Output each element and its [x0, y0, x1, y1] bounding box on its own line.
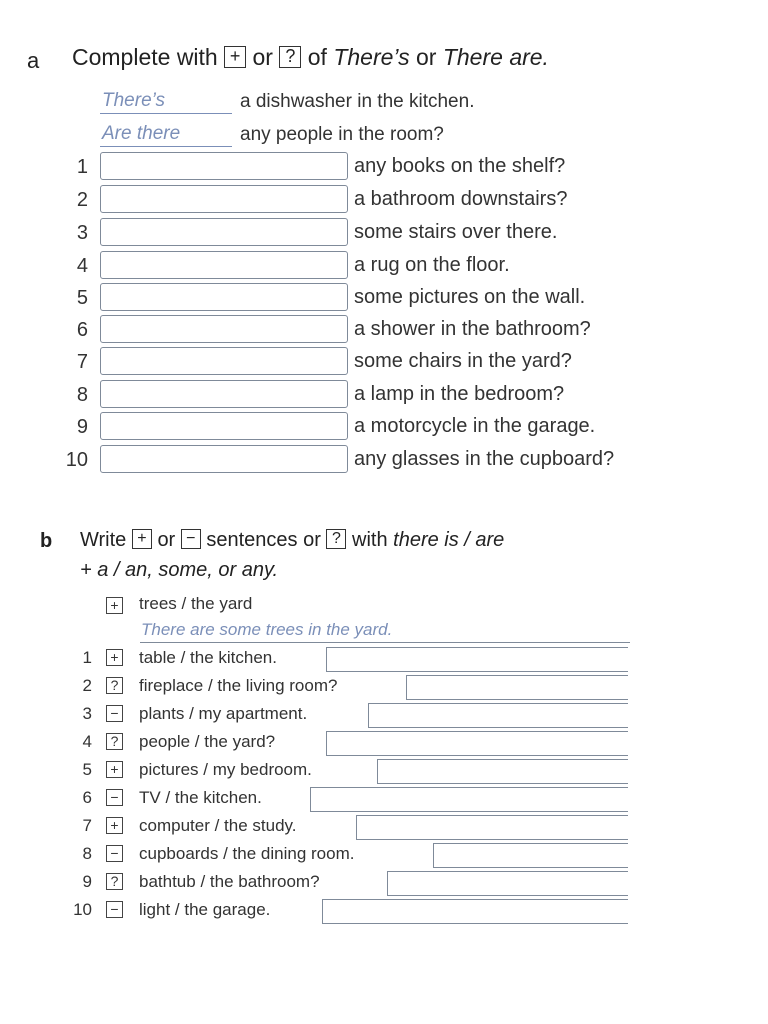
heading-text: Complete with	[72, 44, 218, 70]
answer-input[interactable]	[100, 380, 348, 408]
item-text: some stairs over there.	[354, 221, 558, 243]
example-prompt: trees / the yard	[139, 594, 253, 613]
exercise-letter: a	[27, 48, 40, 73]
list-item	[0, 315, 768, 345]
item-text: a motorcycle in the garage.	[354, 415, 596, 437]
answer-input[interactable]	[100, 347, 348, 375]
list-item	[0, 347, 768, 377]
plus-icon: +	[106, 597, 123, 614]
question-icon: ?	[106, 677, 123, 694]
example-answer: There’s	[102, 90, 166, 111]
plus-icon: +	[106, 761, 123, 778]
item-text: a lamp in the bedroom?	[354, 383, 565, 405]
item-number: 7	[82, 816, 92, 835]
plus-icon: +	[106, 817, 123, 834]
plus-icon: +	[132, 529, 152, 549]
item-number: 2	[76, 189, 88, 211]
minus-icon: −	[106, 789, 123, 806]
item-prompt: people / the yard?	[139, 732, 276, 751]
list-item	[0, 813, 768, 839]
heading-text: There’s	[333, 44, 410, 70]
answer-input[interactable]	[368, 703, 628, 728]
answer-input[interactable]	[100, 185, 348, 213]
item-text: a bathroom downstairs?	[354, 188, 568, 210]
answer-input[interactable]	[377, 759, 628, 784]
answer-input[interactable]	[387, 871, 628, 896]
exercise-b-instructions-line2: + a / an, some, or any.	[80, 559, 279, 581]
list-item	[0, 673, 768, 699]
item-text: any glasses in the cupboard?	[354, 448, 615, 470]
item-number: 2	[82, 676, 92, 695]
list-item	[0, 729, 768, 755]
example-answer: There are some trees in the yard.	[141, 620, 393, 639]
list-item	[0, 897, 768, 923]
item-number: 9	[76, 416, 88, 438]
list-item	[0, 757, 768, 783]
item-prompt: plants / my apartment.	[139, 704, 308, 723]
item-prompt: light / the garage.	[139, 900, 271, 919]
answer-input[interactable]	[322, 899, 628, 924]
heading-text: or	[252, 44, 273, 70]
plus-icon: +	[224, 46, 246, 68]
list-item	[0, 152, 768, 182]
exercise-letter: b	[40, 530, 53, 552]
question-icon: ?	[279, 46, 301, 68]
item-number: 8	[76, 384, 88, 406]
answer-input[interactable]	[326, 647, 628, 672]
minus-icon: −	[106, 845, 123, 862]
list-item	[0, 218, 768, 248]
answer-input[interactable]	[100, 283, 348, 311]
item-prompt: table / the kitchen.	[139, 648, 277, 667]
answer-input[interactable]	[356, 815, 628, 840]
answer-input[interactable]	[326, 731, 628, 756]
item-number: 1	[82, 648, 92, 667]
minus-icon: −	[106, 901, 123, 918]
list-item	[0, 380, 768, 410]
heading-text: with	[352, 529, 388, 551]
heading-text: there is / are	[393, 529, 505, 551]
heading-text: There are.	[442, 44, 549, 70]
list-item	[0, 445, 768, 475]
list-item	[0, 251, 768, 281]
answer-input[interactable]	[433, 843, 628, 868]
item-prompt: TV / the kitchen.	[139, 788, 262, 807]
list-item	[0, 869, 768, 895]
answer-underline	[100, 113, 232, 114]
item-number: 3	[82, 704, 92, 723]
exercise-a-instructions	[72, 44, 549, 71]
item-number: 8	[82, 844, 92, 863]
item-number: 6	[82, 788, 92, 807]
item-number: 4	[76, 255, 88, 277]
item-number: 1	[76, 156, 88, 178]
item-number: 4	[82, 732, 92, 751]
question-icon: ?	[106, 733, 123, 750]
minus-icon: −	[106, 705, 123, 722]
item-text: a shower in the bathroom?	[354, 318, 591, 340]
answer-underline	[100, 146, 232, 147]
plus-icon: +	[106, 649, 123, 666]
list-item	[0, 841, 768, 867]
list-item	[0, 283, 768, 313]
heading-text: Write	[80, 529, 127, 551]
list-item	[0, 185, 768, 215]
item-number: 6	[76, 319, 88, 341]
item-prompt: computer / the study.	[139, 816, 297, 835]
answer-input[interactable]	[310, 787, 628, 812]
item-number: 3	[76, 222, 88, 244]
item-text: a rug on the floor.	[354, 254, 510, 276]
answer-input[interactable]	[100, 412, 348, 440]
heading-text: or	[157, 529, 176, 551]
question-icon: ?	[106, 873, 123, 890]
item-number: 10	[65, 449, 88, 471]
answer-input[interactable]	[100, 218, 348, 246]
heading-text: of	[307, 44, 327, 70]
heading-text: sentences or	[206, 529, 321, 551]
answer-input[interactable]	[406, 675, 628, 700]
question-icon: ?	[326, 529, 346, 549]
answer-input[interactable]	[100, 251, 348, 279]
exercise-b-instructions	[80, 529, 504, 552]
item-text: any books on the shelf?	[354, 155, 566, 177]
list-item	[0, 785, 768, 811]
item-prompt: bathtub / the bathroom?	[139, 872, 320, 891]
minus-icon: −	[181, 529, 201, 549]
item-number: 7	[76, 351, 88, 373]
item-prompt: pictures / my bedroom.	[139, 760, 312, 779]
item-number: 9	[82, 872, 92, 891]
heading-text: or	[416, 44, 437, 70]
answer-input[interactable]	[100, 315, 348, 343]
example-sentence: any people in the room?	[240, 124, 444, 145]
example-sentence: a dishwasher in the kitchen.	[240, 91, 475, 112]
item-text: some chairs in the yard?	[354, 350, 572, 372]
item-number: 5	[82, 760, 92, 779]
list-item	[0, 645, 768, 671]
item-text: some pictures on the wall.	[354, 286, 586, 308]
list-item	[0, 412, 768, 442]
answer-input[interactable]	[100, 445, 348, 473]
item-prompt: fireplace / the living room?	[139, 676, 338, 695]
list-item	[0, 701, 768, 727]
example-answer: Are there	[102, 123, 181, 144]
divider	[140, 642, 630, 643]
item-number: 10	[73, 900, 92, 919]
item-number: 5	[76, 287, 88, 309]
answer-input[interactable]	[100, 152, 348, 180]
item-prompt: cupboards / the dining room.	[139, 844, 355, 863]
